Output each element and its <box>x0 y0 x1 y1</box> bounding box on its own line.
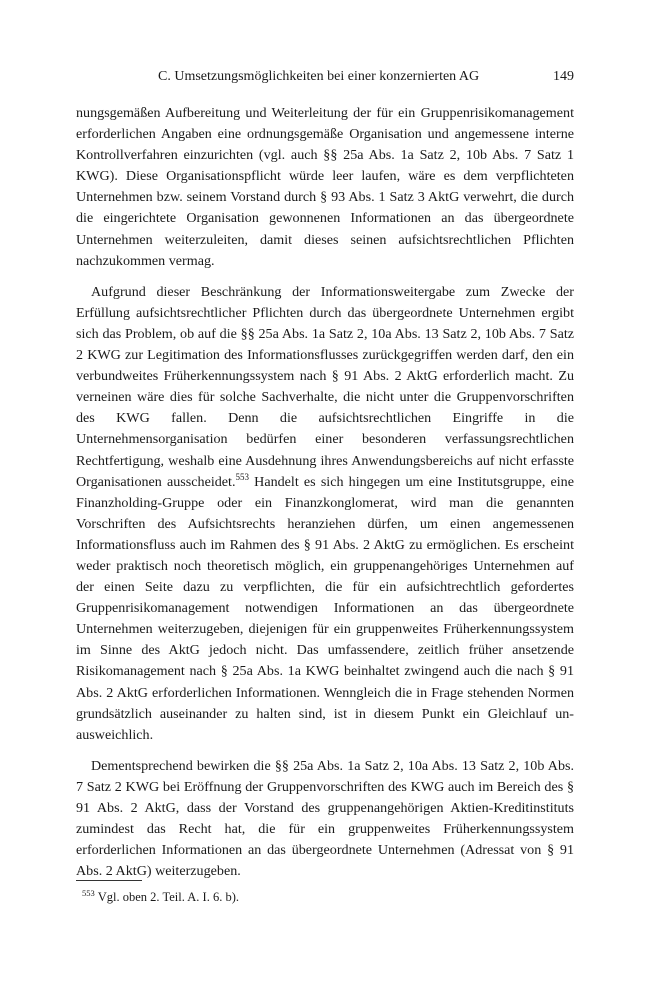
running-header <box>76 69 574 89</box>
page-number: 149 <box>553 69 574 84</box>
paragraph-3: Dementsprechend bewirken die §§ 25a Abs. 1a Satz 2, 10a Abs. 13 Satz 2, 10b Abs. 7 Satz 2 KWG bei Eröffnung der Gruppenvorschriften des KWG auch im Bereich des § 91 Abs. 2 AktG, dass der Vorstand des gruppenangehörigen Aktien-Kreditinstituts zumindest das Recht hat, die für ein gruppenweites Früherkennungssystem erforderlichen Informationen an das übergeordnete Unternehmen (Adressat von § 91 Abs. 2 AktG) weiterzugeben. <box>76 757 574 880</box>
footnote-divider <box>76 880 142 881</box>
footnote-text: Vgl. oben 2. Teil. A. I. 6. b). <box>97 890 239 904</box>
paragraph-1: nungsgemäßen Aufbereitung und Weiterleitung der für ein Gruppenrisikomanagement erforderlichen Angaben eine ordnungsgemäße Organisation und angemessene interne Kontrollverfahren einzurichten (vgl. auch §§ 25a Abs. 1a Satz 2, 10b Abs. 7 Satz 1 KWG). Diese Organisationspflicht würde leer laufen, wäre es dem verpflichteten Unternehmen bzw. seinem Vorstand durch § 93 Abs. 1 Satz 3 AktG verwehrt, die durch die eingerichtete Organisation gewonnenen Informationen an das übergeordnete Unternehmen weiterzuleiten, damit dieses seinen aufsichtsrechtlichen Pflichten nachzukommen vermag. <box>76 105 574 269</box>
footnote <box>76 889 574 905</box>
footnote-reference: 553 <box>235 471 249 482</box>
running-title: C. Umsetzungsmöglichkeiten bei einer konzernierten AG <box>158 69 480 84</box>
footnote-number: 553 <box>82 888 95 898</box>
main-text <box>76 103 574 892</box>
paragraph-2 <box>76 282 574 746</box>
paragraph-2-text-b: Handelt es sich hingegen um eine Institutsgruppe, eine Finanzholding-Gruppe oder ein Finanzkonglomerat, wird man die genannten Vorschriften des Aufsichtsrechts heranziehen dürfen, um einen angemessenen Informationsfluss auch im Rahmen des § 91 Abs. 2 AktG zu ermöglichen. Es erscheint weder praktisch noch theoretisch möglich, ein gruppenangehöriges Unternehmen auf der einen Seite dazu zu verpflichten, die für ein aufsichtrechtlich gefordertes Gruppenrisikomanagement notwendigen Informationen an das übergeordnete Unternehmen weiterzugeben, diejenigen für ein gruppenweites Früherkennungssystem im Sinne des AktG jedoch nicht. Das umfassendere, zeitlich früher ansetzende Risikomanagement nach § 25a Abs. 1a KWG beinhaltet zwingend auch die nach § 91 Abs. 2 AktG erforderlichen Informationen. Wenngleich die in Frage stehenden Normen grundsätzlich auseinander zu halten sind, ist in diesem Punkt ein Gleichlauf unausweichlich. <box>76 473 574 743</box>
paragraph-2-text-a: Aufgrund dieser Beschränkung der Informationsweitergabe zum Zwecke der Erfüllung aufsichtsrechtlicher Pflichten durch das übergeordnete Unternehmen ergibt sich das Problem, ob auf die §§ 25a Abs. 1a Satz 2, 10a Abs. 13 Satz 2, 10b Abs. 7 Satz 2 KWG zur Legitimation des Informationsflusses zurückgegriffen werden darf, den ein verbundweites Früherkennungssystem nach § 91 Abs. 2 AktG erforderlich macht. Zu verneinen wäre dies für solche Sachverhalte, die nicht unter die Gruppenvorschriften des KWG fallen. Denn die aufsichtsrechtlichen Eingriffe in die Unternehmensorganisation bedürfen einer besonderen verfassungsrechtlichen Rechtfertigung, weshalb eine Ausdehnung ihres Anwendungsbereichs auf nicht erfasste Organisationen ausscheidet. <box>76 283 574 490</box>
